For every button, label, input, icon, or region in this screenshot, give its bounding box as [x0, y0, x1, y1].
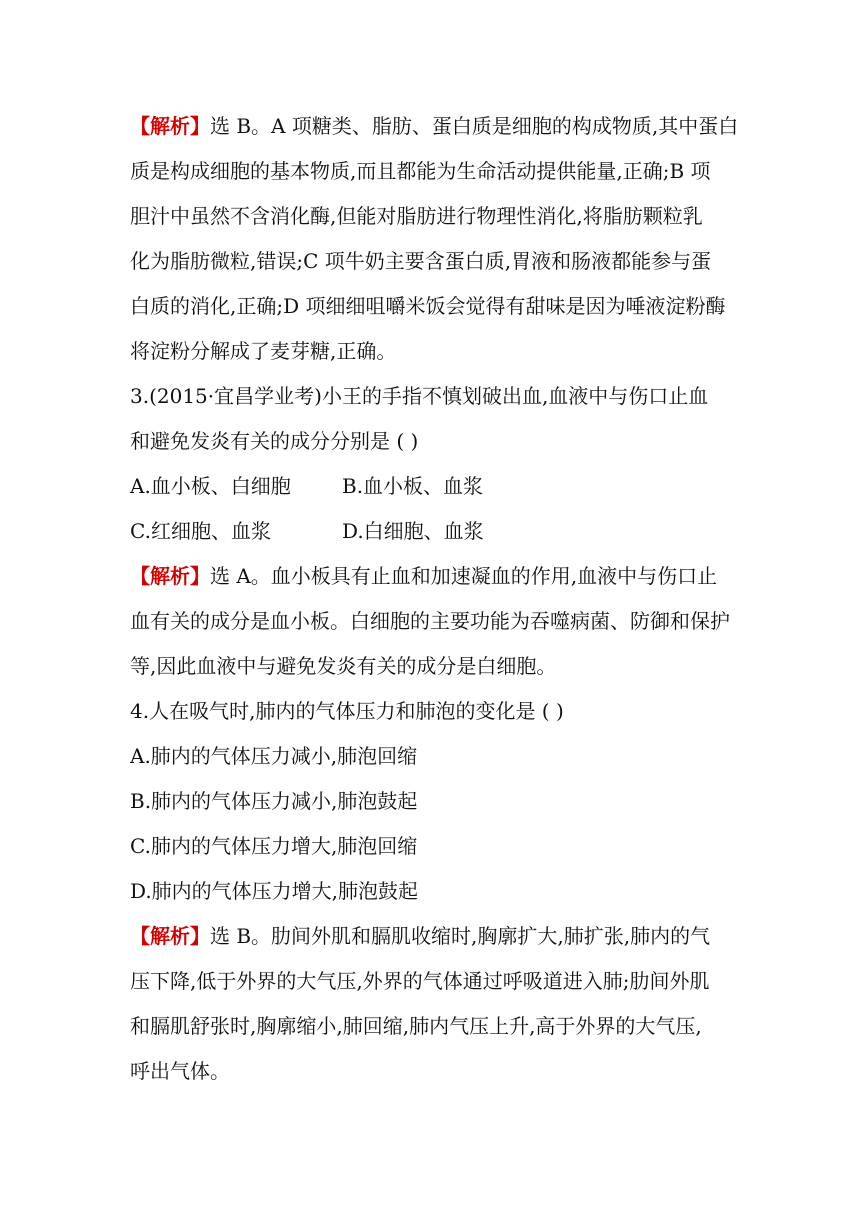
q4-stem	[130, 689, 742, 734]
analysis-line: 【解析】选 A。血小板具有止血和加速凝血的作用,血液中与伤口止	[130, 564, 718, 588]
q3-options	[130, 464, 742, 554]
question-line: 和避免发炎有关的成分分别是 ( )	[130, 429, 419, 453]
q3-stem	[130, 374, 742, 464]
analysis-line: 【解析】选 B。肋间外肌和膈肌收缩时,胸廓扩大,肺扩张,肺内的气	[130, 924, 711, 948]
analysis-line: 【解析】选 B。A 项糖类、脂肪、蛋白质是细胞的构成物质,其中蛋白	[130, 114, 739, 138]
analysis-tag: 【解析】	[130, 114, 210, 138]
option-d: D.肺内的气体压力增大,肺泡鼓起	[130, 879, 419, 903]
q4-analysis	[130, 914, 742, 1094]
option-row	[130, 509, 742, 554]
analysis-line: 胆汁中虽然不含消化酶,但能对脂肪进行物理性消化,将脂肪颗粒乳	[130, 204, 703, 228]
analysis-line: 呼出气体。	[130, 1059, 230, 1083]
option-c: C.肺内的气体压力增大,肺泡回缩	[130, 834, 418, 858]
analysis-tag: 【解析】	[130, 924, 210, 948]
q3-analysis	[130, 554, 742, 689]
option-a: A.血小板、白细胞	[130, 474, 291, 498]
analysis-tag: 【解析】	[130, 564, 210, 588]
analysis-line: 将淀粉分解成了麦芽糖,正确。	[130, 339, 397, 363]
q2-analysis	[130, 104, 742, 374]
analysis-line: 化为脂肪微粒,错误;C 项牛奶主要含蛋白质,胃液和肠液都能参与蛋	[130, 249, 712, 273]
option-b: B.血小板、血浆	[342, 474, 484, 498]
analysis-line: 血有关的成分是血小板。白细胞的主要功能为吞噬病菌、防御和保护	[130, 609, 730, 633]
question-line: 4.人在吸气时,肺内的气体压力和肺泡的变化是 ( )	[130, 699, 564, 723]
analysis-line: 等,因此血液中与避免发炎有关的成分是白细胞。	[130, 654, 557, 678]
option-row	[130, 464, 742, 509]
analysis-line: 压下降,低于外界的大气压,外界的气体通过呼吸道进入肺;肋间外肌	[130, 969, 710, 993]
analysis-line: 白质的消化,正确;D 项细细咀嚼米饭会觉得有甜味是因为唾液淀粉酶	[130, 294, 726, 318]
option-b: B.肺内的气体压力减小,肺泡鼓起	[130, 789, 418, 813]
option-d: D.白细胞、血浆	[342, 519, 484, 543]
analysis-line: 质是构成细胞的基本物质,而且都能为生命活动提供能量,正确;B 项	[130, 159, 711, 183]
question-line: 3.(2015·宜昌学业考)小王的手指不慎划破出血,血液中与伤口止血	[130, 384, 709, 408]
q4-options	[130, 734, 742, 914]
option-c: C.红细胞、血浆	[130, 519, 271, 543]
analysis-line: 和膈肌舒张时,胸廓缩小,肺回缩,肺内气压上升,高于外界的大气压,	[130, 1014, 702, 1038]
option-a: A.肺内的气体压力减小,肺泡回缩	[130, 744, 418, 768]
